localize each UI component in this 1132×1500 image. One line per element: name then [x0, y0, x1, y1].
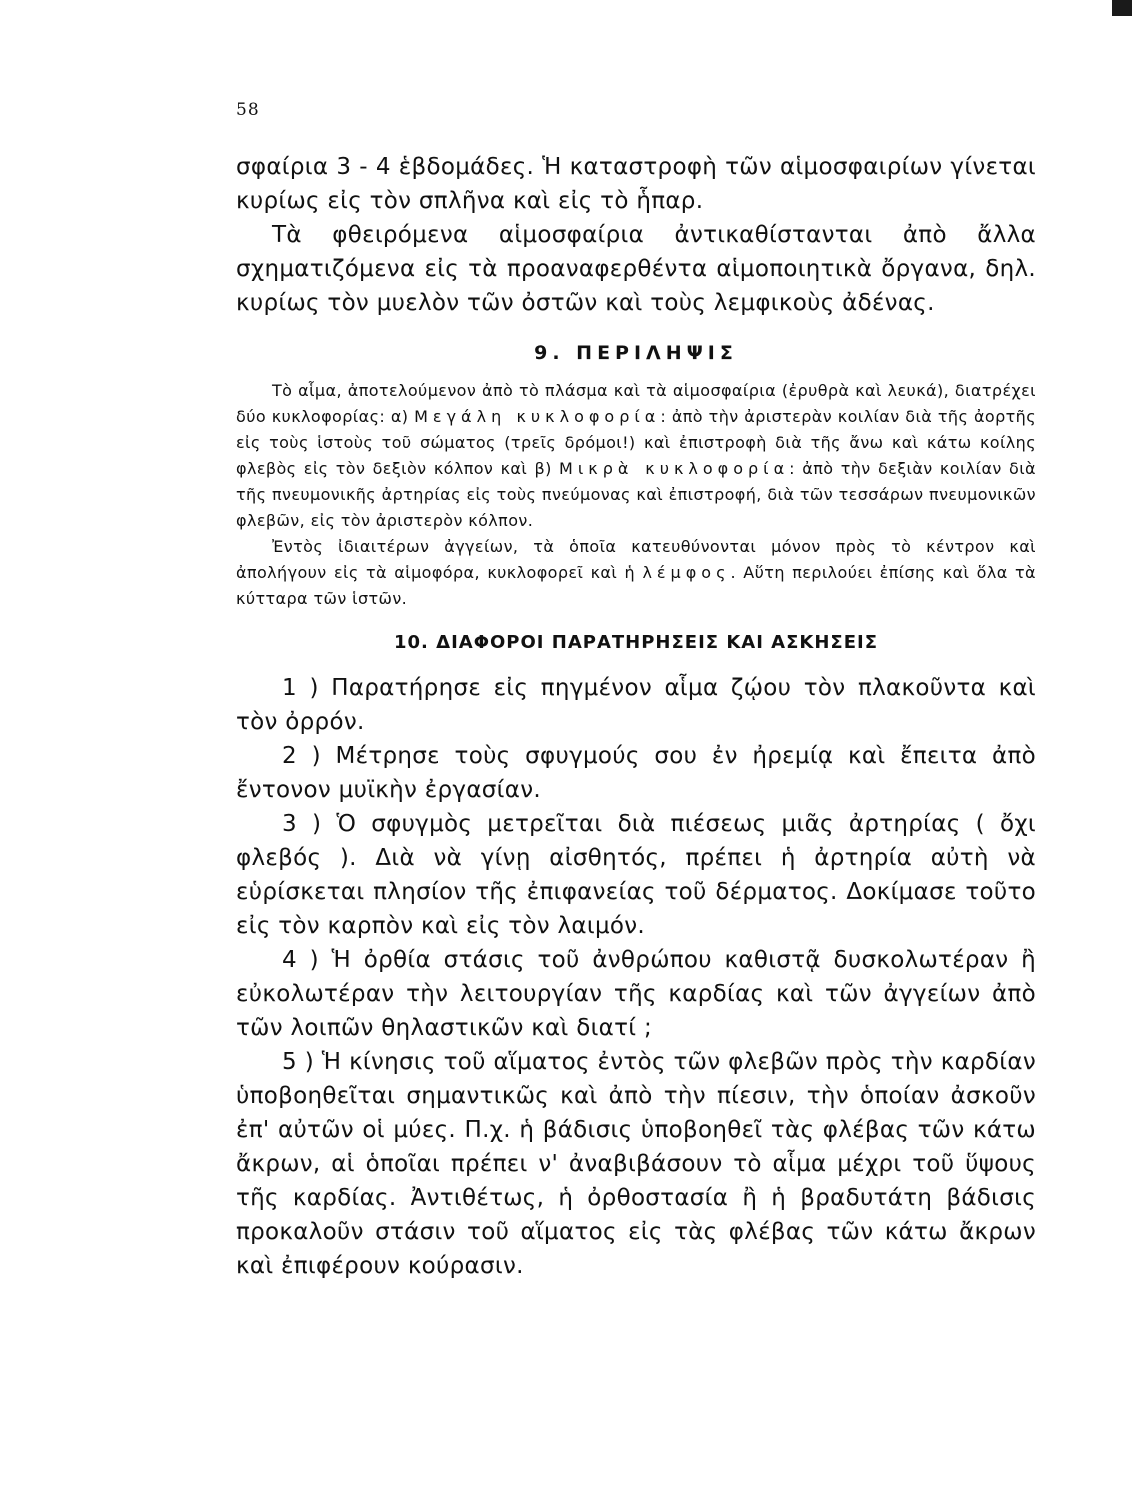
summary-text: . Αὕτη περιλούει ἐπίσης καὶ ὅλα τὰ κύτταρα τῶν ἱστῶν.	[236, 563, 1036, 608]
summary-paragraph-circulation	[236, 378, 1036, 534]
page-content	[236, 150, 1036, 1283]
summary-text: Τὸ αἷμα, ἀποτελούμενον ἀπὸ τὸ πλάσμα καὶ τὰ αἱμοσφαίρια (ἐρυθρὰ καὶ λευκά), διατρέχει δύο κυκλοφορίας: α)	[236, 381, 1036, 426]
exercise-item: 2 ) Μέτρησε τοὺς σφυγμούς σου ἐν ἠρεμίᾳ καὶ ἔπειτα ἀπὸ ἔντονον μυϊκὴν ἐργασίαν.	[236, 743, 1036, 803]
summary-text: : ἀπὸ τὴν ἀριστερὰν κοιλίαν διὰ τῆς ἀορτῆς εἰς τοὺς ἱστοὺς τοῦ σώματος (τρεῖς δρόμοι!) καὶ ἐπιστροφὴ διὰ τῆς ἄνω καὶ κάτω κοίλης φλεβὸς εἰς τὸν δεξιὸν κόλπον καὶ β)	[236, 407, 1037, 478]
exercise-item: 4 ) Ἡ ὀρθία στάσις τοῦ ἀνθρώπου καθιστᾷ δυσκολωτέραν ἢ εὐκολωτέραν τὴν λειτουργίαν τῆς καρδίας καὶ τῶν ἀγγείων ἀπὸ τῶν λοιπῶν θηλαστικῶν καὶ διατί ;	[236, 947, 1036, 1041]
term-major-circulation: Μεγάλη κυκλοφορία	[414, 407, 661, 426]
paragraph-replacement: Τὰ φθειρόμενα αἱμοσφαίρια ἀντικαθίστανται ἀπὸ ἄλλα σχηματιζόμενα εἰς τὰ προαναφερθέντα αἱμοποιητικὰ ὄργανα, δηλ. κυρίως τὸν μυελὸν τῶν ὀστῶν καὶ τοὺς λεμφικοὺς ἀδένας.	[236, 222, 1036, 316]
section-heading-exercises: 10. ΔΙΑΦΟΡΟΙ ΠΑΡΑΤΗΡΗΣΕΙΣ ΚΑΙ ΑΣΚΗΣΕΙΣ	[393, 632, 878, 653]
scan-top-edge	[0, 0, 1132, 8]
term-minor-circulation: Μικρὰ κυκλοφορία	[559, 459, 790, 478]
exercise-item: 5 ) Ἡ κίνησις τοῦ αἵματος ἐντὸς τῶν φλεβῶν πρὸς τὴν καρδίαν ὑποβοηθεῖται σημαντικῶς καὶ ἀπὸ τὴν πίεσιν, τὴν ὁποίαν ἀσκοῦν ἐπ' αὐτῶν οἱ μύες. Π.χ. ἡ βάδισις ὑποβοηθεῖ τὰς φλέβας τῶν κάτω ἄκρων, αἱ ὁποῖαι πρέπει ν' ἀναβιβάσουν τὸ αἷμα μέχρι τοῦ ὕψους τῆς καρδίας. Ἀντιθέτως, ἡ ὀρθοστασία ἢ ἡ βραδυτάτη βάδισις προκαλοῦν στάσιν τοῦ αἵματος εἰς τὰς φλέβας τῶν κάτω ἄκρων καὶ ἐπιφέρουν κούρασιν.	[236, 1049, 1036, 1279]
summary-text: Ἐντὸς ἰδιαιτέρων ἀγγείων, τὰ ὁποῖα κατευθύνονται μόνον πρὸς τὸ κέντρον καὶ ἀπολήγουν εἰς τὰ αἱμοφόρα, κυκλοφορεῖ καὶ ἡ	[236, 537, 1036, 582]
exercise-item: 3 ) Ὁ σφυγμὸς μετρεῖται διὰ πιέσεως μιᾶς ἀρτηρίας ( ὄχι φλεβός ). Διὰ νὰ γίνῃ αἰσθητός, πρέπει ἡ ἀρτηρία αὐτὴ νὰ εὑρίσκεται πλησίον τῆς ἐπιφανείας τοῦ δέρματος. Δοκίμασε τοῦτο εἰς τὸν καρπὸν καὶ εἰς τὸν λαιμόν.	[236, 811, 1036, 939]
paragraph-continuation: σφαίρια 3 - 4 ἑβδομάδες. Ἡ καταστροφὴ τῶν αἱμοσφαιρίων γίνεται κυρίως εἰς τὸν σπλῆνα καὶ εἰς τὸ ἧπαρ.	[236, 154, 1036, 214]
summary-paragraph-lymph	[236, 534, 1036, 612]
term-lymph: λέμφος	[642, 563, 731, 582]
exercise-item: 1 ) Παρατήρησε εἰς πηγμένον αἷμα ζῴου τὸν πλακοῦντα καὶ τὸν ὀρρόν.	[236, 675, 1036, 735]
section-heading-summary: 9. ΠΕΡΙΛΗΨΙΣ	[534, 342, 738, 364]
page-number: 58	[236, 100, 260, 120]
scan-corner-mark	[1112, 0, 1132, 16]
summary-text: : ἀπὸ τὴν δεξιὰν κοιλίαν διὰ τῆς πνευμονικῆς ἀρτηρίας εἰς τοὺς πνεύμονας καὶ ἐπιστροφή, διὰ τῶν τεσσάρων πνευμονικῶν φλεβῶν, εἰς τὸν ἀριστερὸν κόλπον.	[236, 459, 1036, 530]
